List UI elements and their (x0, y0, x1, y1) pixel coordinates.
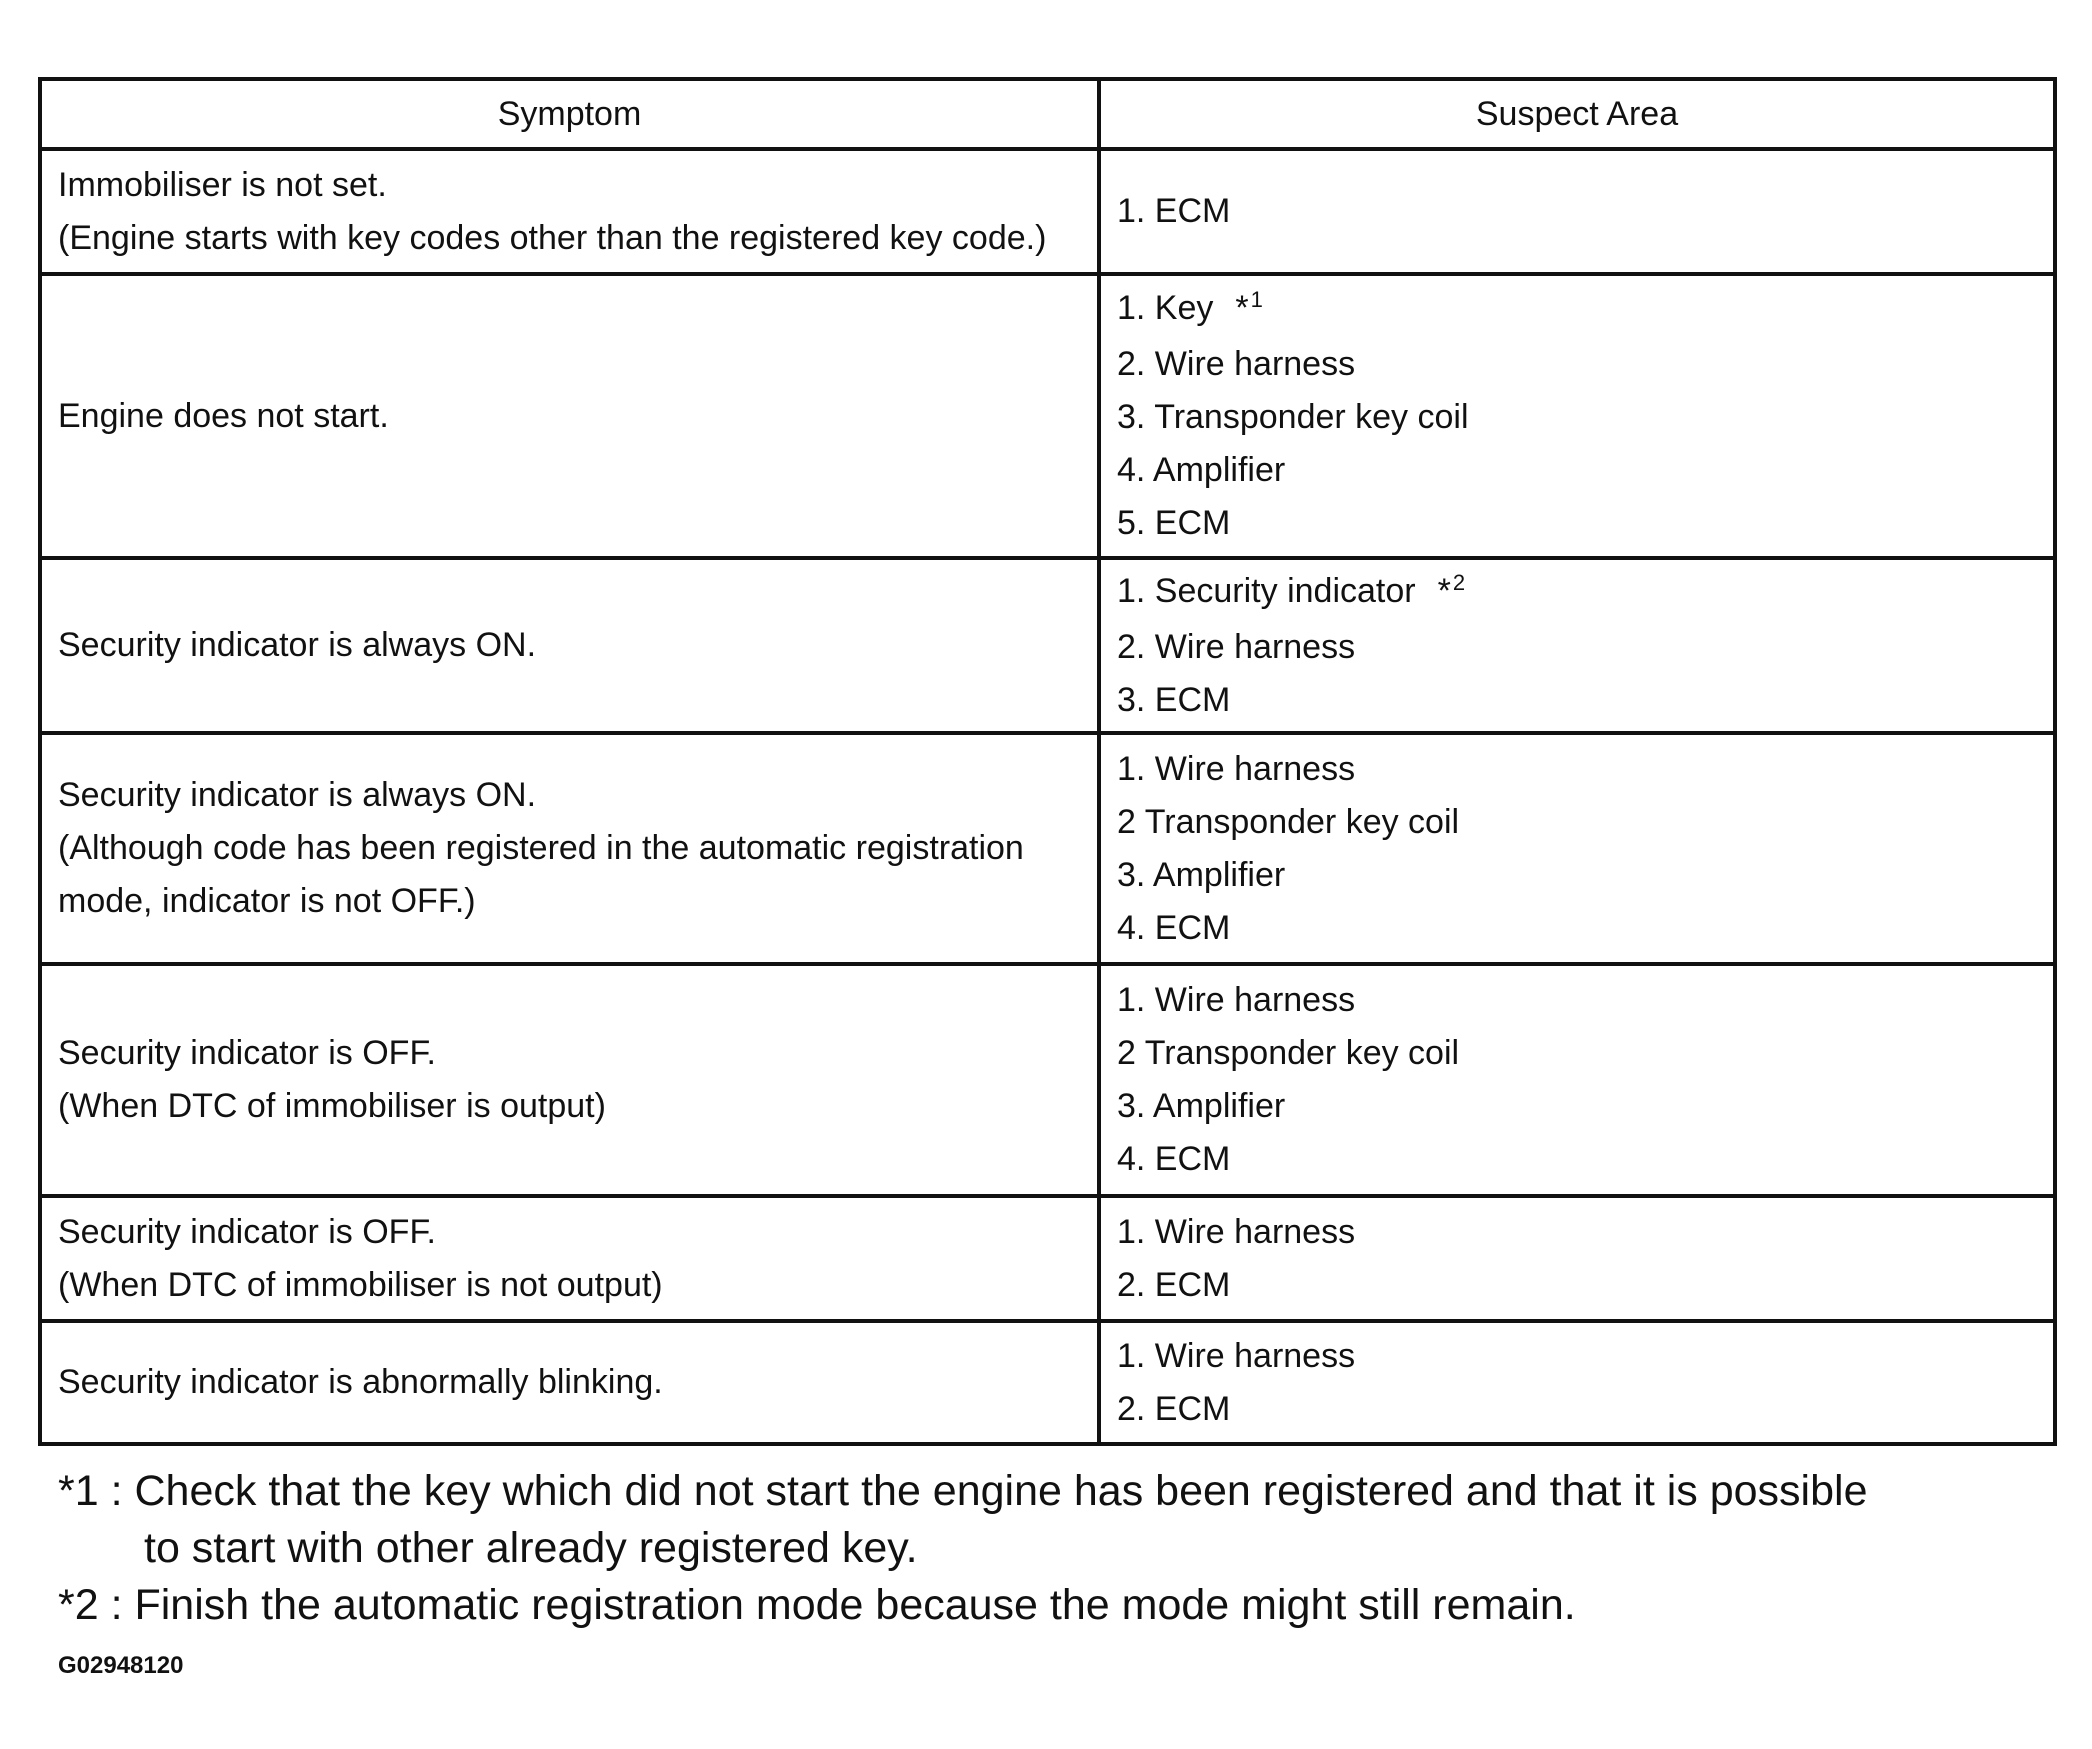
table-row (40, 1321, 2055, 1444)
symptom-line: Security indicator is OFF. (58, 1034, 436, 1072)
symptom-line: Security indicator is always ON. (58, 626, 537, 664)
suspect-item: 1. Wire harness (1117, 981, 1356, 1019)
suspect-cell (1099, 1196, 2055, 1321)
symptom-line: Immobiliser is not set. (58, 165, 387, 204)
symptom-line: (When DTC of immobiliser is not output) (58, 1265, 663, 1304)
suspect-item: 4. Amplifier (1117, 451, 1286, 489)
symptom-cell (40, 1321, 1099, 1444)
symptom-line: Security indicator is abnormally blinking. (58, 1363, 663, 1401)
suspect-item: 2. Wire harness (1117, 627, 1356, 666)
suspect-item: 5. ECM (1117, 504, 1231, 542)
suspect-item-text: 1. Security indicator (1117, 571, 1416, 610)
symptom-line: Security indicator is OFF. (58, 1212, 436, 1251)
suspect-item: 4. ECM (1117, 1140, 1231, 1178)
suspect-item: 2. ECM (1117, 1265, 1231, 1304)
footnote-number: 2 (1452, 569, 1466, 595)
table-header-row (40, 79, 2055, 149)
suspect-cell (1099, 733, 2055, 964)
footnote-1: *1 : Check that the key which did not start the engine has been registered and that it is possible (58, 1467, 1868, 1515)
suspect-item: 3. Transponder key coil (1117, 398, 1469, 436)
suspect-item (1117, 282, 2037, 338)
suspect-item: 1. ECM (1117, 192, 1231, 230)
symptom-line: (When DTC of immobiliser is output) (58, 1087, 606, 1125)
table-row (40, 733, 2055, 964)
suspect-item: 4. ECM (1117, 908, 1231, 947)
suspect-cell (1099, 149, 2055, 274)
symptom-cell (40, 149, 1099, 274)
footnote-marker: * (1235, 289, 1249, 327)
footnotes (58, 1463, 2038, 1634)
table-row (40, 964, 2055, 1196)
figure-code: G02948120 (58, 1652, 184, 1679)
suspect-cell (1099, 1321, 2055, 1444)
header-symptom: Symptom (40, 79, 1099, 149)
symptom-cell (40, 274, 1099, 558)
suspect-item: 3. Amplifier (1117, 1087, 1286, 1125)
symptom-cell (40, 964, 1099, 1196)
symptom-cell (40, 733, 1099, 964)
footnote-number: 1 (1250, 287, 1263, 312)
table-row (40, 558, 2055, 733)
suspect-item: 1. Wire harness (1117, 749, 1356, 788)
footnote-marker: * (1437, 571, 1451, 610)
suspect-item: 1. Wire harness (1117, 1336, 1356, 1375)
suspect-item: 2. ECM (1117, 1389, 1231, 1428)
suspect-item-text: 1. Key (1117, 289, 1214, 327)
footnote-2: *2 : Finish the automatic registration mode because the mode might still remain. (58, 1581, 1576, 1629)
suspect-cell (1099, 964, 2055, 1196)
suspect-item: 2. Wire harness (1117, 345, 1356, 383)
suspect-item (1117, 565, 2037, 621)
symptom-line: (Engine starts with key codes other than the registered key code.) (58, 218, 1047, 257)
symptom-line: Engine does not start. (58, 396, 389, 435)
symptom-cell (40, 558, 1099, 733)
table-row (40, 149, 2055, 274)
suspect-cell (1099, 558, 2055, 733)
table-row (40, 1196, 2055, 1321)
suspect-item: 2 Transponder key coil (1117, 1034, 1460, 1072)
symptom-table (38, 77, 2057, 1446)
table-row (40, 274, 2055, 558)
suspect-item: 3. Amplifier (1117, 855, 1286, 894)
symptom-line: (Although code has been registered in the automatic registration mode, indicator is not OFF.) (58, 829, 1024, 920)
footnote-1-continuation: to start with other already registered key. (144, 1524, 918, 1572)
suspect-item: 2 Transponder key coil (1117, 802, 1460, 841)
symptom-line: Security indicator is always ON. (58, 776, 537, 814)
suspect-item: 1. Wire harness (1117, 1212, 1356, 1251)
suspect-item: 3. ECM (1117, 680, 1231, 719)
header-suspect-area: Suspect Area (1099, 79, 2055, 149)
suspect-cell (1099, 274, 2055, 558)
symptom-cell (40, 1196, 1099, 1321)
